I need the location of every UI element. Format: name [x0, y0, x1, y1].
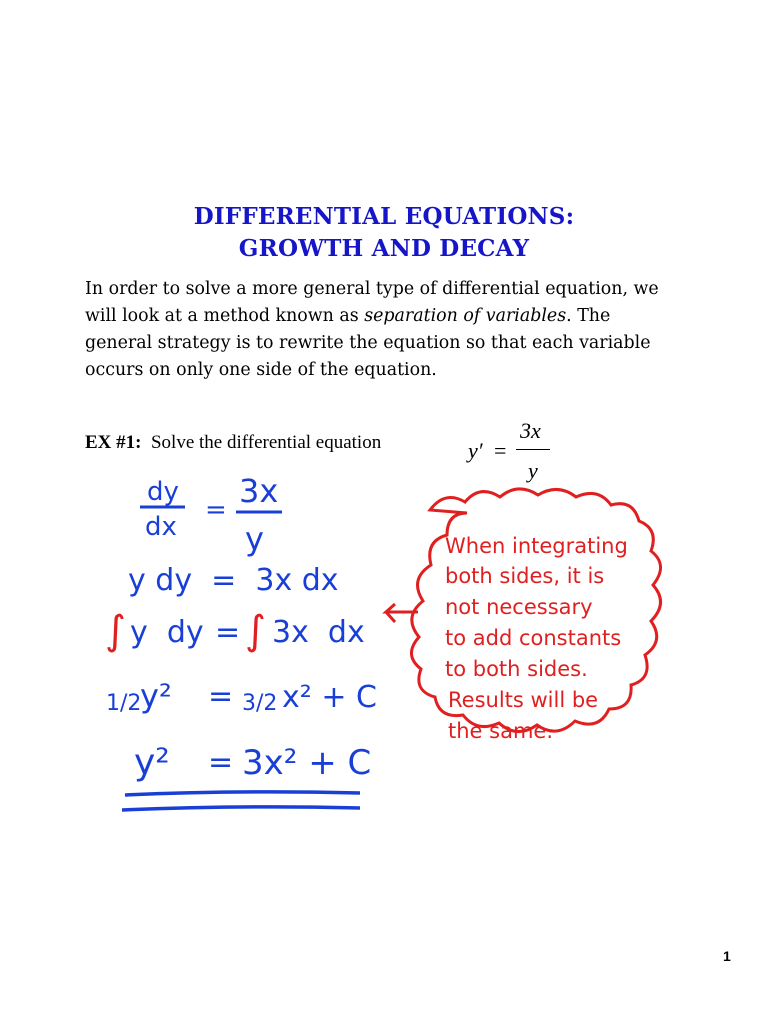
intro-emphasis: separation of variables — [364, 306, 567, 326]
underline-1 — [125, 792, 360, 795]
step3-rhs: 3x dx — [272, 615, 365, 650]
equation-denominator: y — [528, 458, 538, 483]
step5-equals: = — [208, 745, 234, 780]
equation-equals: = — [494, 438, 507, 463]
integral-sign-left: ∫ — [105, 608, 126, 654]
note-text — [445, 534, 628, 743]
page-number: 1 — [723, 948, 731, 964]
step1-3x: 3x — [239, 472, 279, 510]
intro-text-2: . The general strategy is to rewrite the equation so that each variable occurs on only one side of the equation. — [85, 306, 651, 380]
note-line-1: When integrating — [445, 534, 628, 558]
integral-sign-right: ∫ — [245, 608, 266, 654]
step1-y: y — [245, 520, 264, 558]
step3-lhs: y dy — [130, 615, 204, 650]
note-line-6: Results will be — [448, 688, 599, 712]
step1-dy: dy — [147, 477, 179, 507]
equation-lhs: y′ — [468, 438, 483, 463]
step5-rhs: 3x² + C — [242, 743, 372, 783]
example-text: Solve the differential equation — [150, 432, 382, 453]
note-line-3: not necessary — [445, 595, 593, 619]
step4-y2: y² — [140, 677, 172, 715]
step5-lhs: y² — [134, 742, 170, 783]
step4-coef-right: 3/2 — [242, 691, 278, 716]
page-title-line-2: GROWTH AND DECAY — [238, 235, 530, 262]
step3-equals: = — [215, 615, 241, 650]
step2: y dy = 3x dx — [128, 563, 339, 598]
step4-coef-left: 1/2 — [106, 691, 142, 716]
step4-equals: = — [208, 679, 234, 714]
step4-rhs: x² + C — [282, 680, 377, 715]
page-title-line-1: DIFFERENTIAL EQUATIONS: — [193, 203, 575, 230]
example-label: EX #1: — [85, 432, 142, 453]
underline-2 — [122, 807, 360, 810]
handwritten-solution — [105, 472, 377, 810]
step1-equals: = — [205, 495, 227, 525]
note-line-5: to both sides. — [445, 657, 588, 681]
equation-numerator: 3x — [520, 418, 541, 443]
note-line-2: both sides, it is — [445, 564, 605, 588]
step1-dx: dx — [145, 512, 177, 542]
note-line-7: the same. — [448, 719, 553, 743]
note-line-4: to add constants — [445, 626, 622, 650]
intro-text-1: In order to solve a more general type of differential equation, we will look at a method known as — [85, 279, 659, 326]
